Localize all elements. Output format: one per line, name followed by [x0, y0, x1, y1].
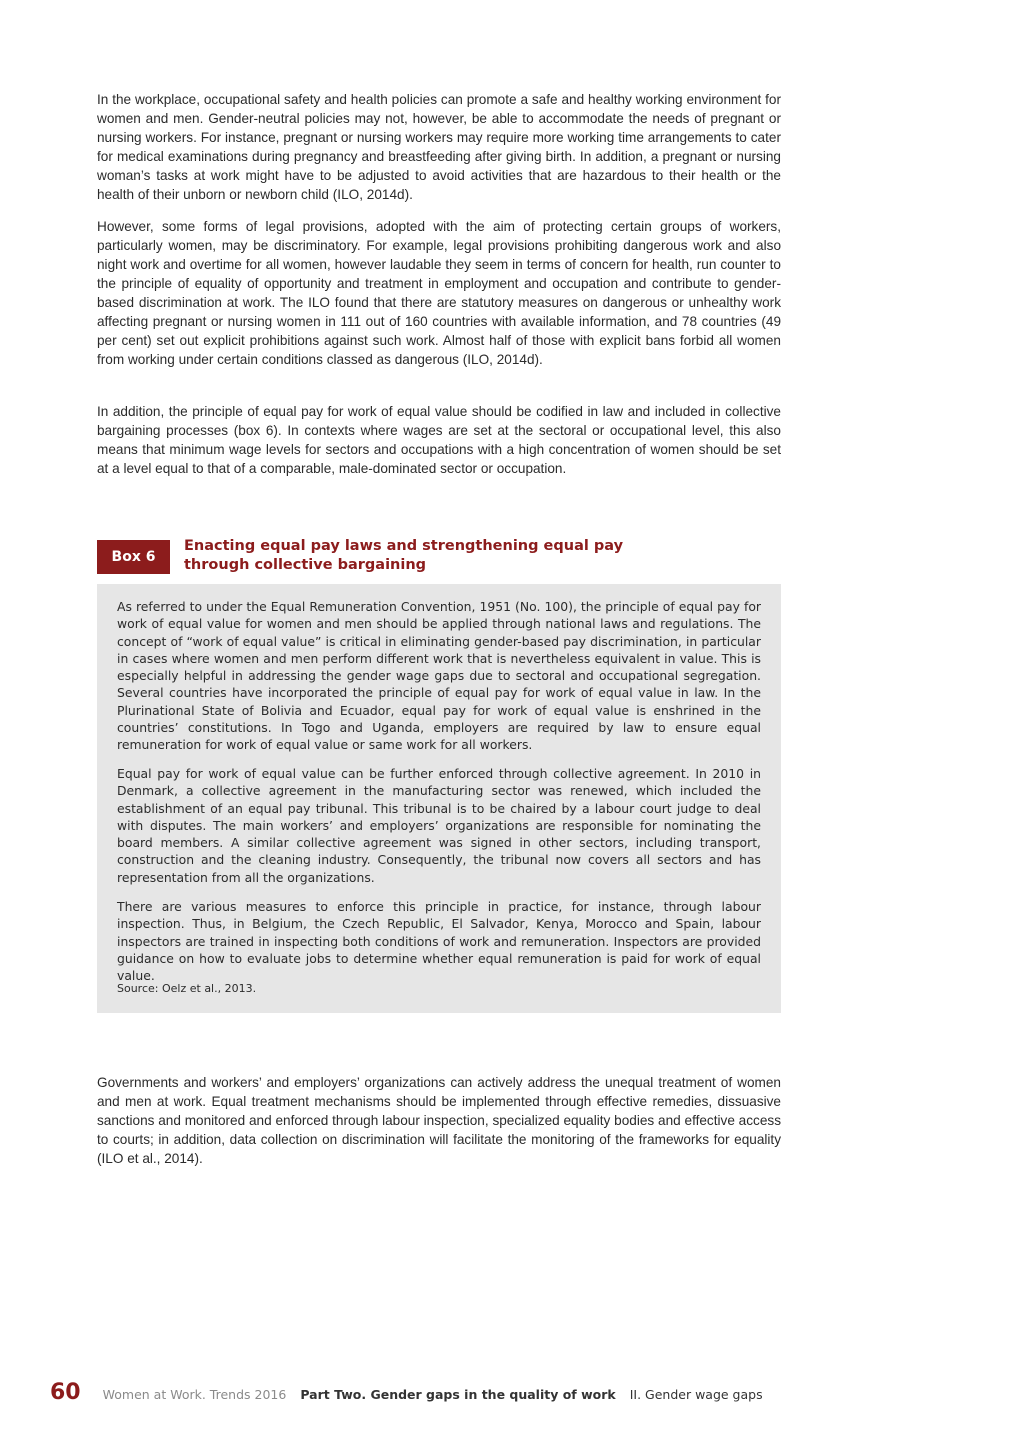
page-footer	[50, 1380, 763, 1410]
part-title: Part Two. Gender gaps in the quality of work	[300, 1387, 616, 1402]
chapter-title: II. Gender wage gaps	[629, 1387, 763, 1402]
page-number: 60	[50, 1380, 81, 1405]
box-paragraph-2: Equal pay for work of equal value can be further enforced through collective agreement. In 2010 in Denmark, a collective agreement in the manufacturing sector was renewed, which included the establishment of an equal pay tribunal. This tribunal is to be chaired by a labour court judge to deal with disputes. The main workers’ and employers’ organizations are responsible for nominating the board members. A similar collective agreement was signed in other sectors, including transport, construction and the cleaning industry. Consequently, the tribunal now covers all sectors and has representation from all the organizations.	[117, 766, 761, 885]
box-label: Box 6	[97, 540, 170, 574]
box-paragraph-3: There are various measures to enforce this principle in practice, for instance, through labour inspection. Thus, in Belgium, the Czech Republic, El Salvador, Kenya, Morocco and Spain, labour inspectors are trained in inspecting both conditions of work and remuneration. Inspectors are provided guidance on how to evaluate jobs to determine whether equal remuneration is paid for work of equal value.	[117, 899, 761, 984]
box-paragraph-1: As referred to under the Equal Remuneration Convention, 1951 (No. 100), the principle of equal pay for work of equal value for women and men should be applied through national laws and regulations. The concept of “work of equal value” is critical in eliminating gender-based pay discrimination, in particular in cases where women and men perform different work that is nevertheless equivalent in value. This is especially helpful in addressing the gender wage gaps due to sectoral and occupational segregation. Several countries have incorporated the principle of equal pay for work of equal value in law. In the Plurinational State of Bolivia and Ecuador, equal pay for work of equal value is enshrined in the countries’ constitutions. In Togo and Uganda, employers are required by law to ensure equal remuneration for work of equal value or same work for all workers.	[117, 599, 761, 753]
box-title-line-1: Enacting equal pay laws and strengthening equal pay	[184, 538, 624, 554]
publication-title: Women at Work. Trends 2016	[102, 1387, 287, 1402]
body-paragraph-4: Governments and workers’ and employers’ organizations can actively address the unequal treatment of women and men at work. Equal treatment mechanisms should be implemented through effective remedies, dissuasive sanctions and monitored and enforced through labour inspection, specialized equality bodies and effective access to courts; in addition, data collection on discrimination will facilitate the monitoring of the frameworks for equality (ILO et al., 2014).	[97, 1075, 781, 1166]
box-title-line-2: through collective bargaining	[184, 557, 427, 573]
box-source: Source: Oelz et al., 2013.	[117, 982, 257, 995]
box-title	[184, 537, 704, 575]
body-paragraph-3: In addition, the principle of equal pay for work of equal value should be codified in law and included in collective bargaining processes (box 6). In contexts where wages are set at the sectoral or occupational level, this also means that minimum wage levels for sectors and occupations with a high concentration of women should be set at a level equal to that of a comparable, male-dominated sector or occupation.	[97, 404, 781, 476]
body-paragraph-1: In the workplace, occupational safety and health policies can promote a safe and healthy working environment for women and men. Gender-neutral policies may not, however, be able to accommodate the needs of pregnant or nursing workers. For instance, pregnant or nursing workers may require more working time arrangements to cater for medical examinations during pregnancy and breastfeeding after giving birth. In addition, a pregnant or nursing woman’s tasks at work might have to be adjusted to avoid activities that are hazardous to their health or the health of their unborn or newborn child (ILO, 2014d).	[97, 92, 781, 202]
body-paragraph-2: However, some forms of legal provisions, adopted with the aim of protecting certain groups of workers, particularly women, may be discriminatory. For example, legal provisions prohibiting dangerous work and also night work and overtime for all women, however laudable they seem in terms of concern for health, run counter to the principle of equality of opportunity and treatment in employment and occupation and contribute to gender-based discrimination at work. The ILO found that there are statutory measures on dangerous or unhealthy work affecting pregnant or nursing women in 111 out of 160 countries with available information, and 78 countries (49 per cent) set out explicit prohibitions against such work. Almost half of those with explicit bans forbid all women from working under certain conditions classed as dangerous (ILO, 2014d).	[97, 219, 781, 367]
